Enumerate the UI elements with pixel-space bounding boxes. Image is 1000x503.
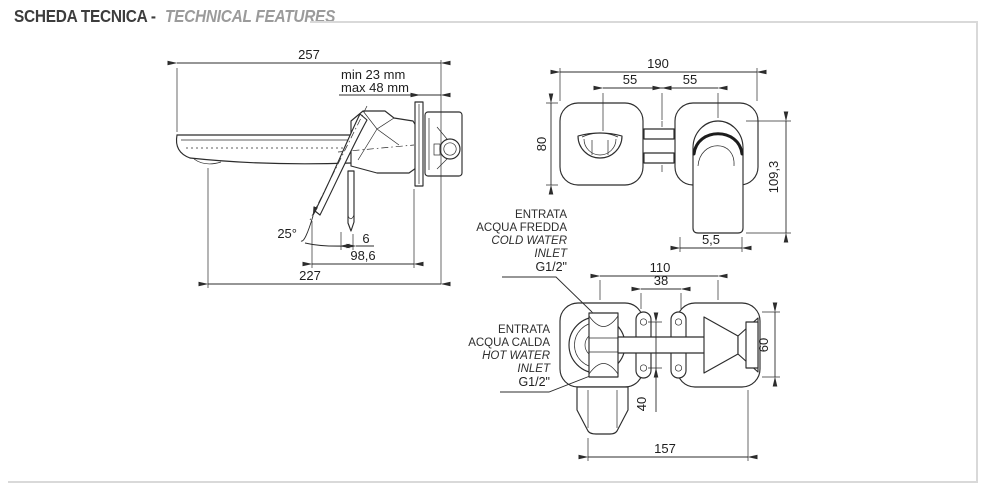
dim-25deg: 25°	[277, 226, 297, 241]
side-view	[177, 47, 462, 288]
wall-plate-side	[415, 102, 423, 186]
cold-line-5: G1/2"	[535, 260, 567, 274]
lever-closed	[348, 171, 354, 231]
cold-line-1: ENTRATA	[515, 209, 567, 221]
spout-outlet-front	[578, 133, 622, 158]
dim-60: 60	[756, 337, 771, 353]
dim-wall-max: max 48 mm	[341, 80, 409, 95]
dim-257: 257	[298, 47, 320, 62]
dim-5-5: 5,5	[701, 232, 721, 247]
front-view	[534, 56, 791, 252]
dim-wall-min: min 23 mm	[341, 67, 406, 82]
dim-55-left: 55	[622, 72, 638, 87]
inwall-body-side	[425, 112, 462, 176]
title-italian: SCHEDA TECNICA -	[14, 6, 156, 26]
dim-40: 40	[634, 396, 649, 412]
dim-6: 6	[362, 231, 370, 246]
frame-border-line	[8, 22, 977, 482]
cold-line-2: ACQUA FREDDA	[476, 222, 567, 234]
handle-front	[693, 121, 743, 233]
hot-line-5: G1/2"	[518, 375, 550, 389]
handle-valve-top	[704, 317, 758, 373]
hot-line-2: ACQUA CALDA	[468, 337, 550, 349]
dim-98-6: 98,6	[350, 248, 376, 263]
title-english: TECHNICAL FEATURES	[165, 6, 336, 26]
cold-line-3: COLD WATER	[491, 235, 567, 247]
hot-line-1: ENTRATA	[498, 324, 550, 336]
dim-190: 190	[647, 56, 669, 71]
cold-leader-line	[502, 277, 592, 312]
spout-side	[177, 135, 351, 164]
top-view	[560, 260, 780, 461]
mixer-valve-top	[569, 313, 625, 377]
dim-227: 227	[299, 268, 321, 283]
dim-157: 157	[654, 441, 676, 456]
plate-connectors	[644, 121, 674, 172]
angle-arc	[301, 216, 313, 241]
hot-line-4: INLET	[517, 363, 550, 375]
dim-55-right: 55	[682, 72, 698, 87]
cold-line-4: INLET	[534, 248, 567, 260]
dim-38: 38	[653, 273, 669, 288]
dim-110: 110	[649, 260, 671, 275]
page-frame	[8, 22, 977, 482]
dim-80: 80	[534, 136, 549, 152]
hex-fitting	[577, 387, 628, 434]
dim-109-3: 109,3	[766, 160, 781, 194]
cold-water-label	[476, 209, 592, 312]
hot-line-3: HOT WATER	[482, 350, 550, 362]
